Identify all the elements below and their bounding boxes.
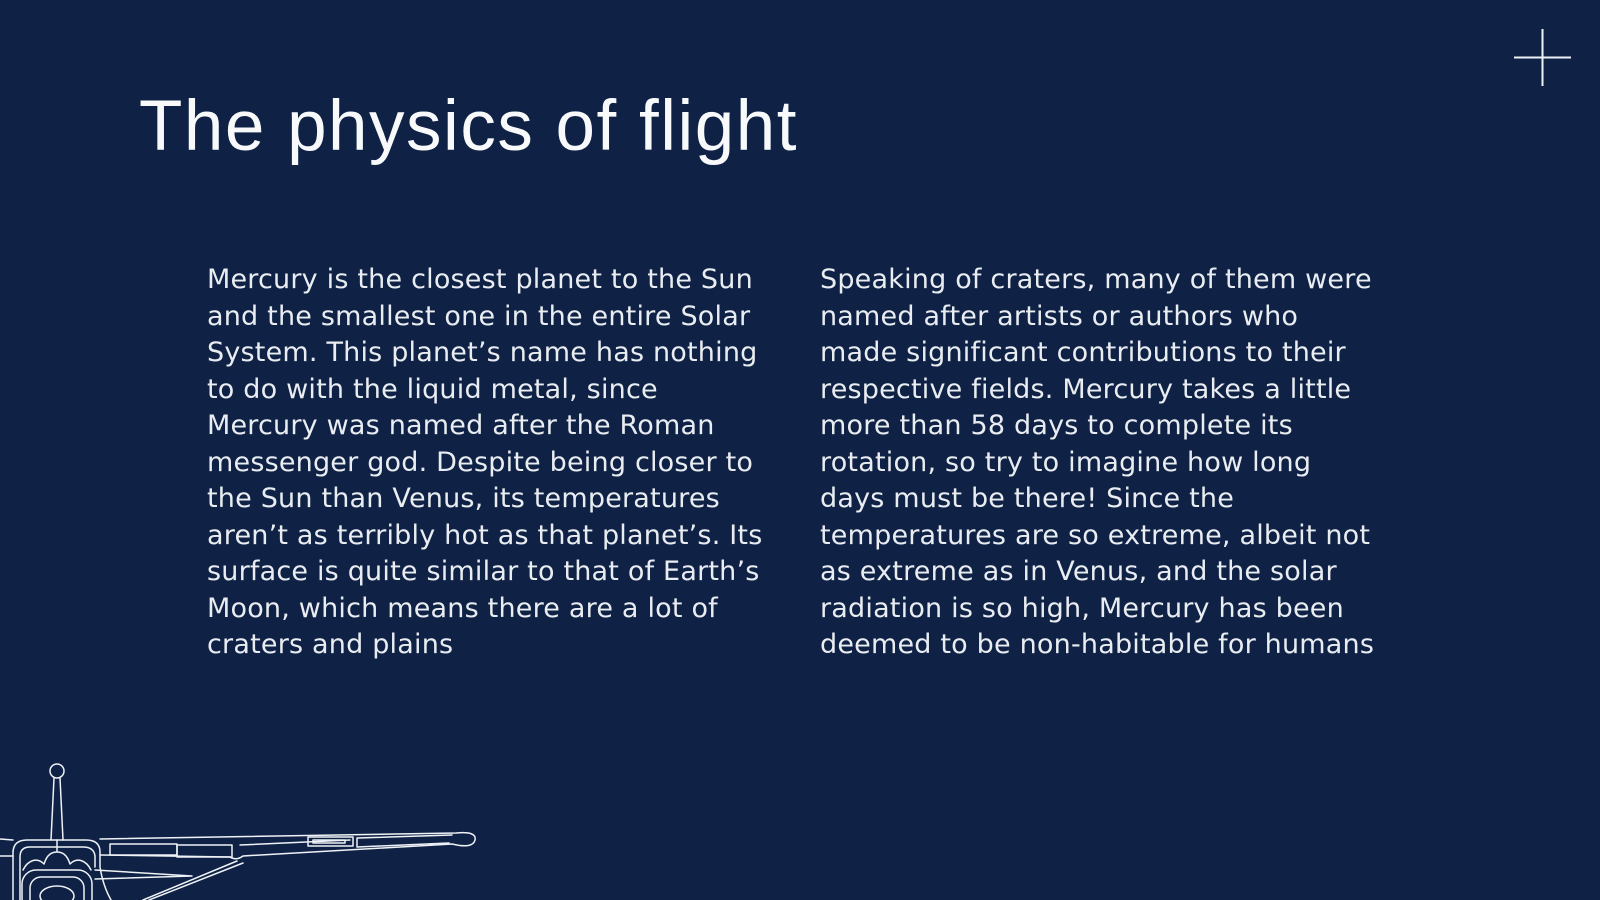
text-column-left: Mercury is the closest planet to the Sun and the smallest one in the entire Solar System. This planet’s name has nothing to do with the liquid metal, since Mercury was named after the Roman messenger god. Despite being closer to the Sun than Venus, its temperatures aren’t as terribly hot as that planet’s. Its surface is quite similar to that of Earth’s Moon, which means there are a lot of craters and plains	[207, 264, 763, 660]
airplane-icon	[0, 745, 490, 900]
antenna-ball	[50, 764, 64, 778]
plus-icon	[1513, 28, 1572, 87]
text-column-right: Speaking of craters, many of them were named after artists or authors who made significant contributions to their respective fields. Mercury takes a little more than 58 days to complete its rotation, so try to imagine how long days must be there! Since the temperatures are so extreme, albeit not as extreme as in Venus, and the solar radiation is so high, Mercury has been deemed to be non-habitable for humans	[820, 264, 1375, 660]
slide-title: The physics of flight	[139, 87, 798, 166]
